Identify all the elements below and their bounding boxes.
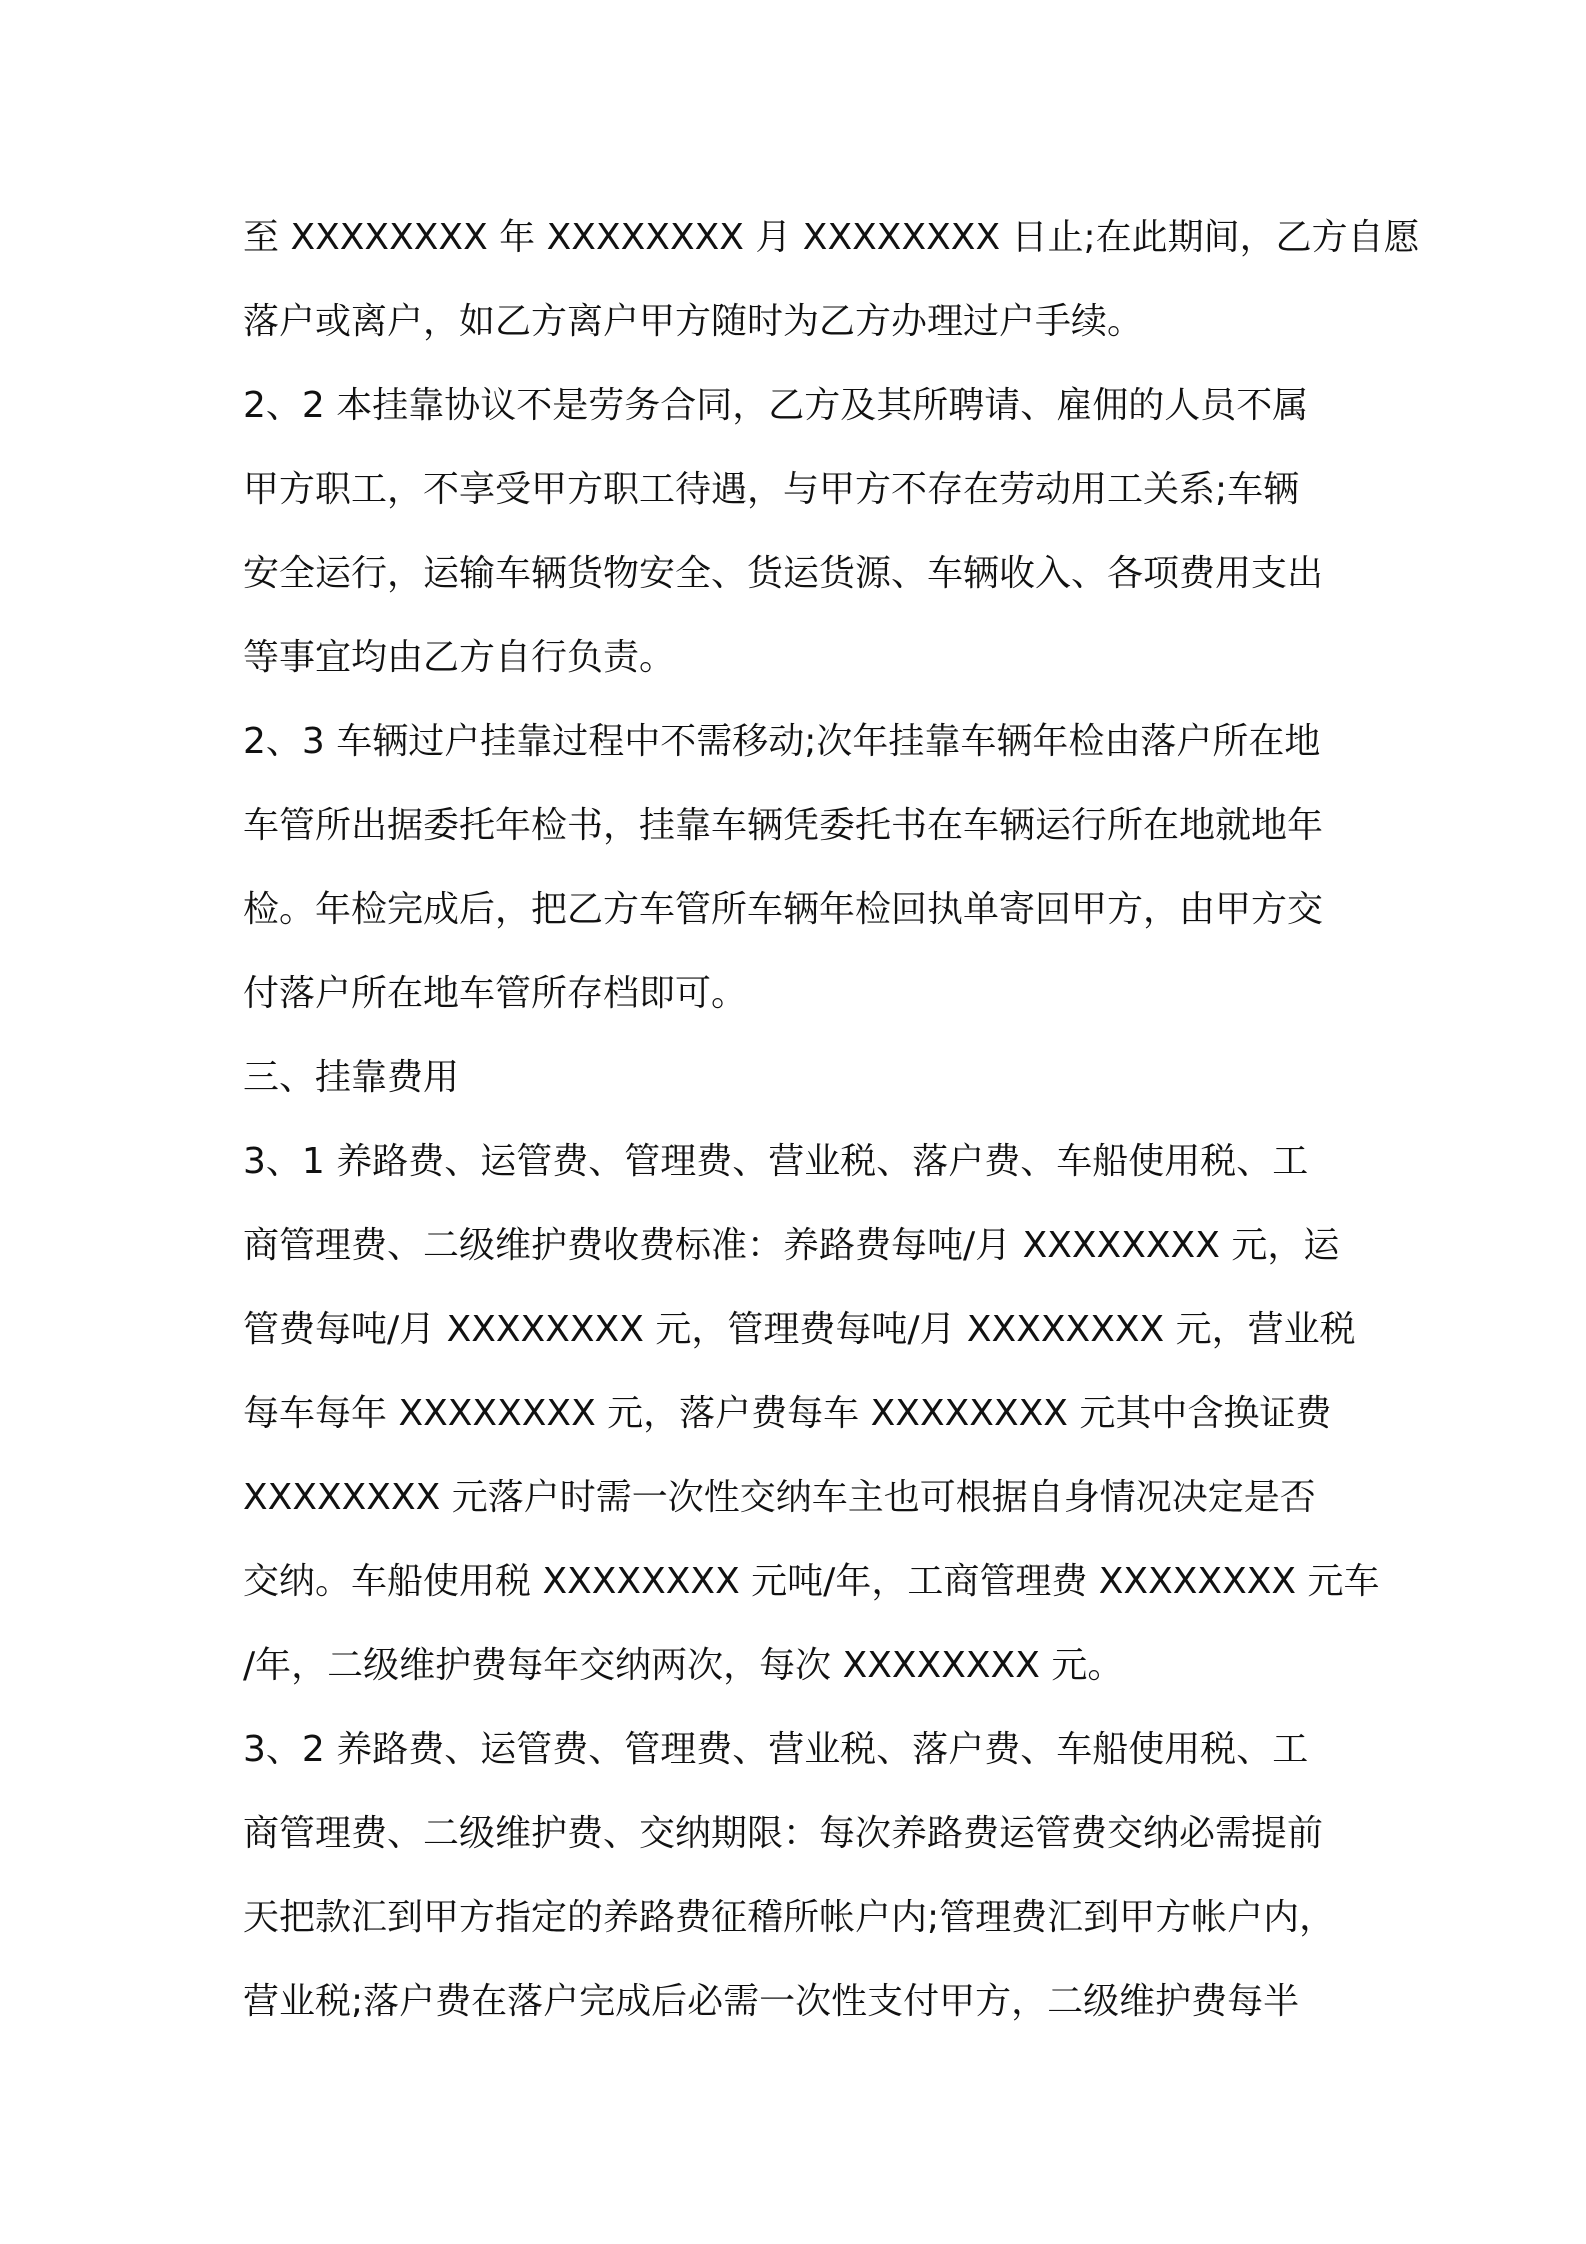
text-line: 天把款汇到甲方指定的养路费征稽所帐户内;管理费汇到甲方帐户内，: [243, 1897, 1336, 1938]
text-line: 检。年检完成后，把乙方车管所车辆年检回执单寄回甲方，由甲方交: [243, 889, 1324, 930]
text-line: 付落户所在地车管所存档即可。: [243, 973, 748, 1014]
text-line: XXXXXXXX 元落户时需一次性交纳车主也可根据自身情况决定是否: [243, 1477, 1316, 1518]
text-line: 商管理费、二级维护费收费标准：养路费每吨/月 XXXXXXXX 元，运: [243, 1225, 1340, 1266]
text-line: 3、1 养路费、运管费、管理费、营业税、落户费、车船使用税、工: [243, 1141, 1309, 1182]
text-line: 每车每年 XXXXXXXX 元，落户费每车 XXXXXXXX 元其中含换证费: [243, 1393, 1332, 1434]
text-line: 2、2 本挂靠协议不是劳务合同，乙方及其所聘请、雇佣的人员不属: [243, 385, 1309, 426]
section-heading: 三、挂靠费用: [243, 1057, 460, 1098]
text-line: /年，二级维护费每年交纳两次，每次 XXXXXXXX 元。: [243, 1645, 1124, 1686]
text-line: 商管理费、二级维护费、交纳期限：每次养路费运管费交纳必需提前: [243, 1813, 1324, 1854]
document-body: [243, 196, 1420, 2044]
text-line: 营业税;落户费在落户完成后必需一次性支付甲方，二级维护费每半: [243, 1981, 1300, 2022]
text-line: 至 XXXXXXXX 年 XXXXXXXX 月 XXXXXXXX 日止;在此期间，乙方自愿: [243, 217, 1420, 258]
text-line: 车管所出据委托年检书，挂靠车辆凭委托书在车辆运行所在地就地年: [243, 805, 1324, 846]
text-line: 等事宜均由乙方自行负责。: [243, 637, 676, 678]
text-line: 3、2 养路费、运管费、管理费、营业税、落户费、车船使用税、工: [243, 1729, 1309, 1770]
text-line: 甲方职工，不享受甲方职工待遇，与甲方不存在劳动用工关系;车辆: [243, 469, 1300, 510]
text-line: 2、3 车辆过户挂靠过程中不需移动;次年挂靠车辆年检由落户所在地: [243, 721, 1321, 762]
text-line: 交纳。车船使用税 XXXXXXXX 元吨/年，工商管理费 XXXXXXXX 元车: [243, 1561, 1380, 1602]
text-line: 安全运行，运输车辆货物安全、货运货源、车辆收入、各项费用支出: [243, 553, 1324, 594]
text-line: 落户或离户，如乙方离户甲方随时为乙方办理过户手续。: [243, 301, 1144, 342]
text-line: 管费每吨/月 XXXXXXXX 元，管理费每吨/月 XXXXXXXX 元，营业税: [243, 1309, 1356, 1350]
